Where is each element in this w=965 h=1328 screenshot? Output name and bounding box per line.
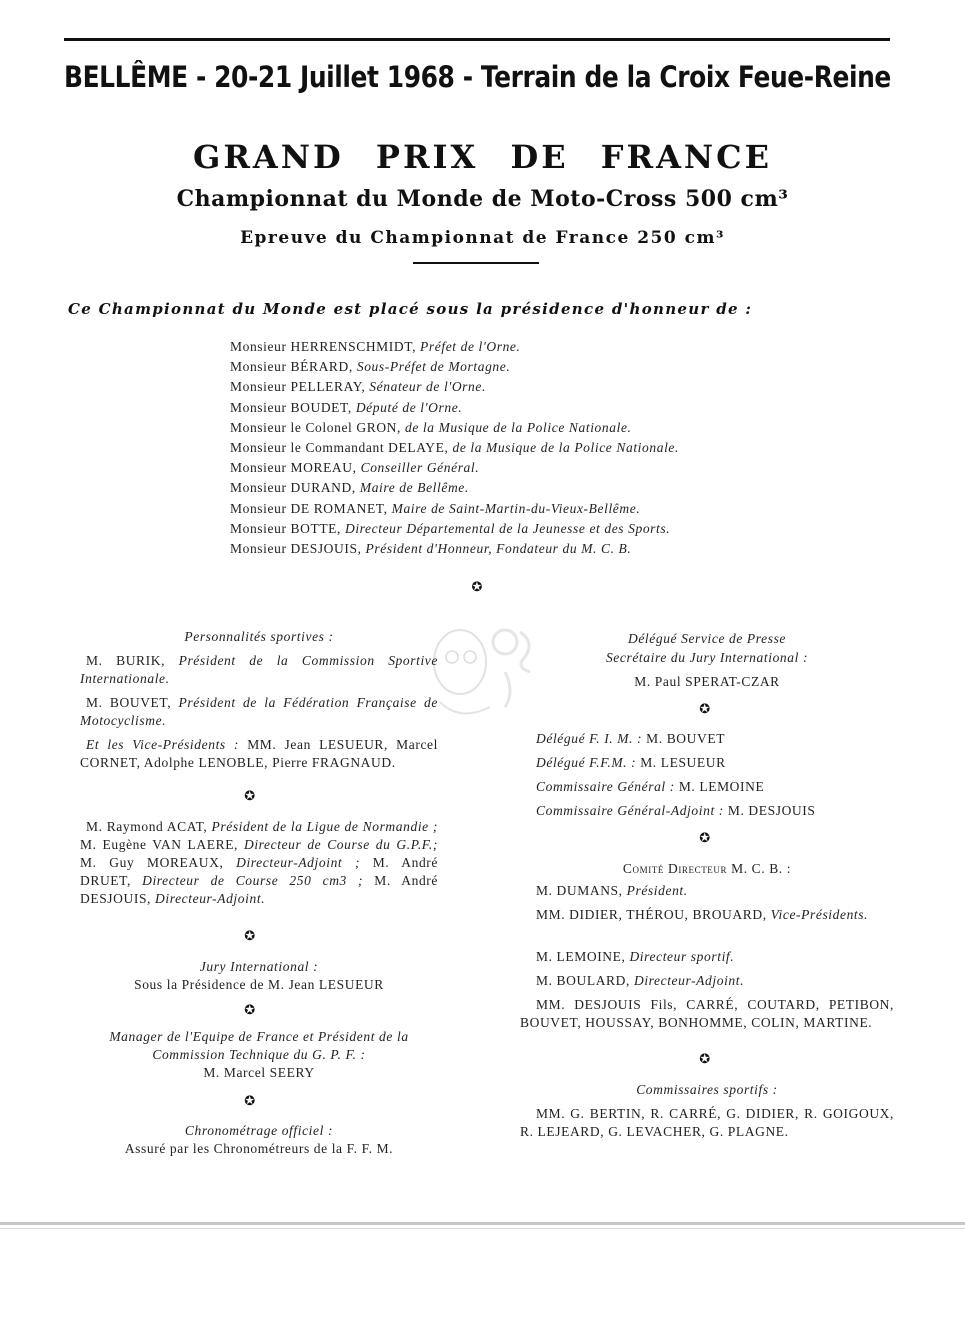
list-item: [230, 519, 870, 539]
presse-heading: Délégué Service de Presse: [627, 631, 787, 646]
list-item: [230, 357, 870, 377]
subtitle: Championnat du Monde de Moto-Cross 500 cm³: [176, 186, 789, 212]
person-title: Président de la Commission Sportive Internationale.: [80, 653, 438, 686]
list-item: [230, 418, 870, 438]
honor-list: [230, 337, 870, 559]
role-label: Délégué F.F.M. :: [536, 755, 637, 770]
dumans-entry: [536, 882, 894, 900]
role-label: Commissaire Général-Adjoint :: [536, 803, 724, 818]
sportives-heading: Personnalités sportives :: [184, 629, 334, 644]
race-officials-entry: [80, 818, 438, 908]
honor-name: Monsieur PELLERAY,: [230, 379, 366, 395]
honor-title: Directeur Départemental de la Jeunesse et des Sports.: [344, 520, 671, 536]
person-title: Président de la Fédération Française de Motocyclisme.: [80, 695, 438, 728]
person-name: MM. Jean LESUEUR, Marcel CORNET, Adolphe LENOBLE, Pierre FRAGNAUD.: [80, 737, 438, 770]
comite-heading: Comité Directeur M. C. B. :: [622, 861, 792, 876]
commissaire-general-adjoint: [536, 802, 894, 820]
jury-text: Sous la Présidence de M. Jean LESUEUR: [134, 977, 384, 992]
person-title: Directeur sportif.: [629, 949, 735, 964]
burik-entry: [80, 652, 438, 688]
bouvet-entry: [80, 694, 438, 730]
list-item: [230, 438, 870, 458]
person-name: M. Eugène VAN LAERE,: [80, 837, 239, 852]
honor-name: Monsieur HERRENSCHMIDT,: [230, 339, 417, 354]
list-item: [230, 539, 870, 559]
person-title: Président.: [626, 883, 688, 898]
person-name: M. LEMOINE,: [536, 949, 626, 964]
separator-icon: ✪: [244, 789, 256, 804]
role-label: Délégué F. I. M. :: [536, 731, 643, 746]
separator-icon: ✪: [244, 1003, 256, 1018]
separator-icon: ✪: [699, 831, 711, 846]
manager-heading: Manager de l'Equipe de France et Président de la Commission Technique du G. P. F. :: [109, 1029, 409, 1062]
comite-members: MM. DESJOUIS Fils, CARRÉ, COUTARD, PETIBON, BOUVET, HOUSSAY, BONHOMME, COLIN, MARTINE.: [520, 997, 894, 1030]
page-title: GRAND PRIX DE FRANCE: [192, 138, 772, 176]
title-divider: [413, 262, 539, 264]
list-item: [230, 458, 870, 478]
separator-icon: ✪: [244, 1094, 256, 1109]
manager-name: M. Marcel SEERY: [203, 1065, 315, 1080]
person-name: M. LEMOINE: [678, 779, 765, 794]
list-item: [230, 499, 870, 519]
event-header: BELLÊME - 20-21 Juillet 1968 - Terrain de la Croix Feue-Reine: [64, 60, 891, 94]
honor-title: Conseiller Général.: [360, 460, 480, 476]
commissaires-names: MM. G. BERTIN, R. CARRÉ, G. DIDIER, R. GOIGOUX, R. LEJEARD, G. LEVACHER, G. PLAGNE.: [520, 1106, 894, 1139]
honor-name: Monsieur DE ROMANET,: [230, 500, 388, 516]
honor-title: Sous-Préfet de Mortagne.: [356, 359, 511, 375]
honor-name: Monsieur BOUDET,: [230, 399, 352, 415]
person-title: Directeur-Adjoint ;: [236, 855, 361, 870]
page-edge: [0, 1228, 965, 1229]
person-title: Directeur de Course 250 cm3 ;: [142, 873, 364, 888]
honor-name: Monsieur BÉRARD,: [230, 359, 353, 375]
vice-presidents-entry: [80, 736, 438, 772]
separator-icon: ✪: [471, 580, 483, 595]
person-name: M. BOULARD,: [536, 973, 630, 988]
honor-title: Sénateur de l'Orne.: [369, 379, 486, 395]
commissaires-heading: Commissaires sportifs :: [636, 1082, 778, 1097]
person-name: M. DUMANS,: [536, 883, 623, 898]
top-rule: [64, 38, 890, 41]
presse-name: M. Paul SPERAT-CZAR: [634, 674, 780, 689]
jury-secretary-heading: Secrétaire du Jury International :: [605, 650, 809, 665]
presidence-intro: Ce Championnat du Monde est placé sous la présidence d'honneur de :: [68, 300, 753, 318]
person-name: M. BOUVET,: [86, 695, 172, 710]
role-label: Commissaire Général :: [536, 779, 675, 794]
comite-vice-entry: [520, 906, 894, 924]
honor-title: de la Musique de la Police Nationale.: [404, 419, 632, 435]
person-name: M. DESJOUIS: [727, 803, 816, 818]
honor-title: Maire de Saint-Martin-du-Vieux-Bellême.: [391, 500, 641, 516]
fim-delegate: [536, 730, 894, 748]
list-item: [230, 398, 870, 418]
list-item: [230, 478, 870, 498]
person-name: M. BOUVET: [646, 731, 726, 746]
honor-name: Monsieur MOREAU,: [230, 460, 357, 476]
honor-name: Monsieur DESJOUIS,: [230, 541, 362, 557]
person-name: M. BURIK,: [86, 653, 166, 668]
person-title: Président de la Ligue de Normandie ;: [211, 819, 438, 834]
subtitle-secondary: Epreuve du Championnat de France 250 cm³: [240, 228, 725, 248]
honor-name: Monsieur le Commandant DELAYE,: [230, 440, 449, 456]
person-title: Directeur-Adjoint.: [633, 973, 745, 988]
person-name: M. André DRUET,: [80, 855, 438, 888]
separator-icon: ✪: [699, 1052, 711, 1067]
honor-title: Maire de Bellême.: [359, 480, 469, 496]
page-edge: [0, 1222, 965, 1225]
honor-title: Président d'Honneur, Fondateur du M. C. B.: [365, 541, 632, 557]
honor-name: Monsieur DURAND,: [230, 480, 356, 496]
honor-name: Monsieur le Colonel GRON,: [230, 419, 401, 435]
person-name: MM. DIDIER, THÉROU, BROUARD,: [536, 907, 767, 922]
person-title: Et les Vice-Présidents :: [86, 737, 240, 752]
person-name: M. Guy MOREAUX,: [80, 855, 224, 870]
chrono-text: Assuré par les Chronométreurs de la F. F. M.: [124, 1141, 394, 1156]
person-name: M. Raymond ACAT,: [86, 819, 208, 834]
honor-title: Préfet de l'Orne.: [420, 339, 521, 354]
chrono-heading: Chronométrage officiel :: [184, 1123, 334, 1138]
person-title: Directeur-Adjoint.: [155, 891, 266, 906]
separator-icon: ✪: [699, 702, 711, 717]
honor-title: de la Musique de la Police Nationale.: [452, 440, 680, 456]
commissaire-general: [536, 778, 894, 796]
person-title: Vice-Présidents.: [770, 907, 869, 922]
person-title: Directeur de Course du G.P.F.;: [243, 837, 438, 852]
list-item: [230, 377, 870, 397]
person-name: M. LESUEUR: [640, 755, 726, 770]
honor-title: Député de l'Orne.: [355, 399, 463, 415]
ffm-delegate: [536, 754, 894, 772]
jury-heading: Jury International :: [199, 959, 319, 974]
honor-name: Monsieur BOTTE,: [230, 520, 341, 536]
separator-icon: ✪: [244, 929, 256, 944]
lemoine-entry: [536, 948, 894, 966]
list-item: [230, 337, 870, 357]
person-name: M. André DESJOUIS,: [80, 873, 438, 906]
boulard-entry: [536, 972, 894, 990]
